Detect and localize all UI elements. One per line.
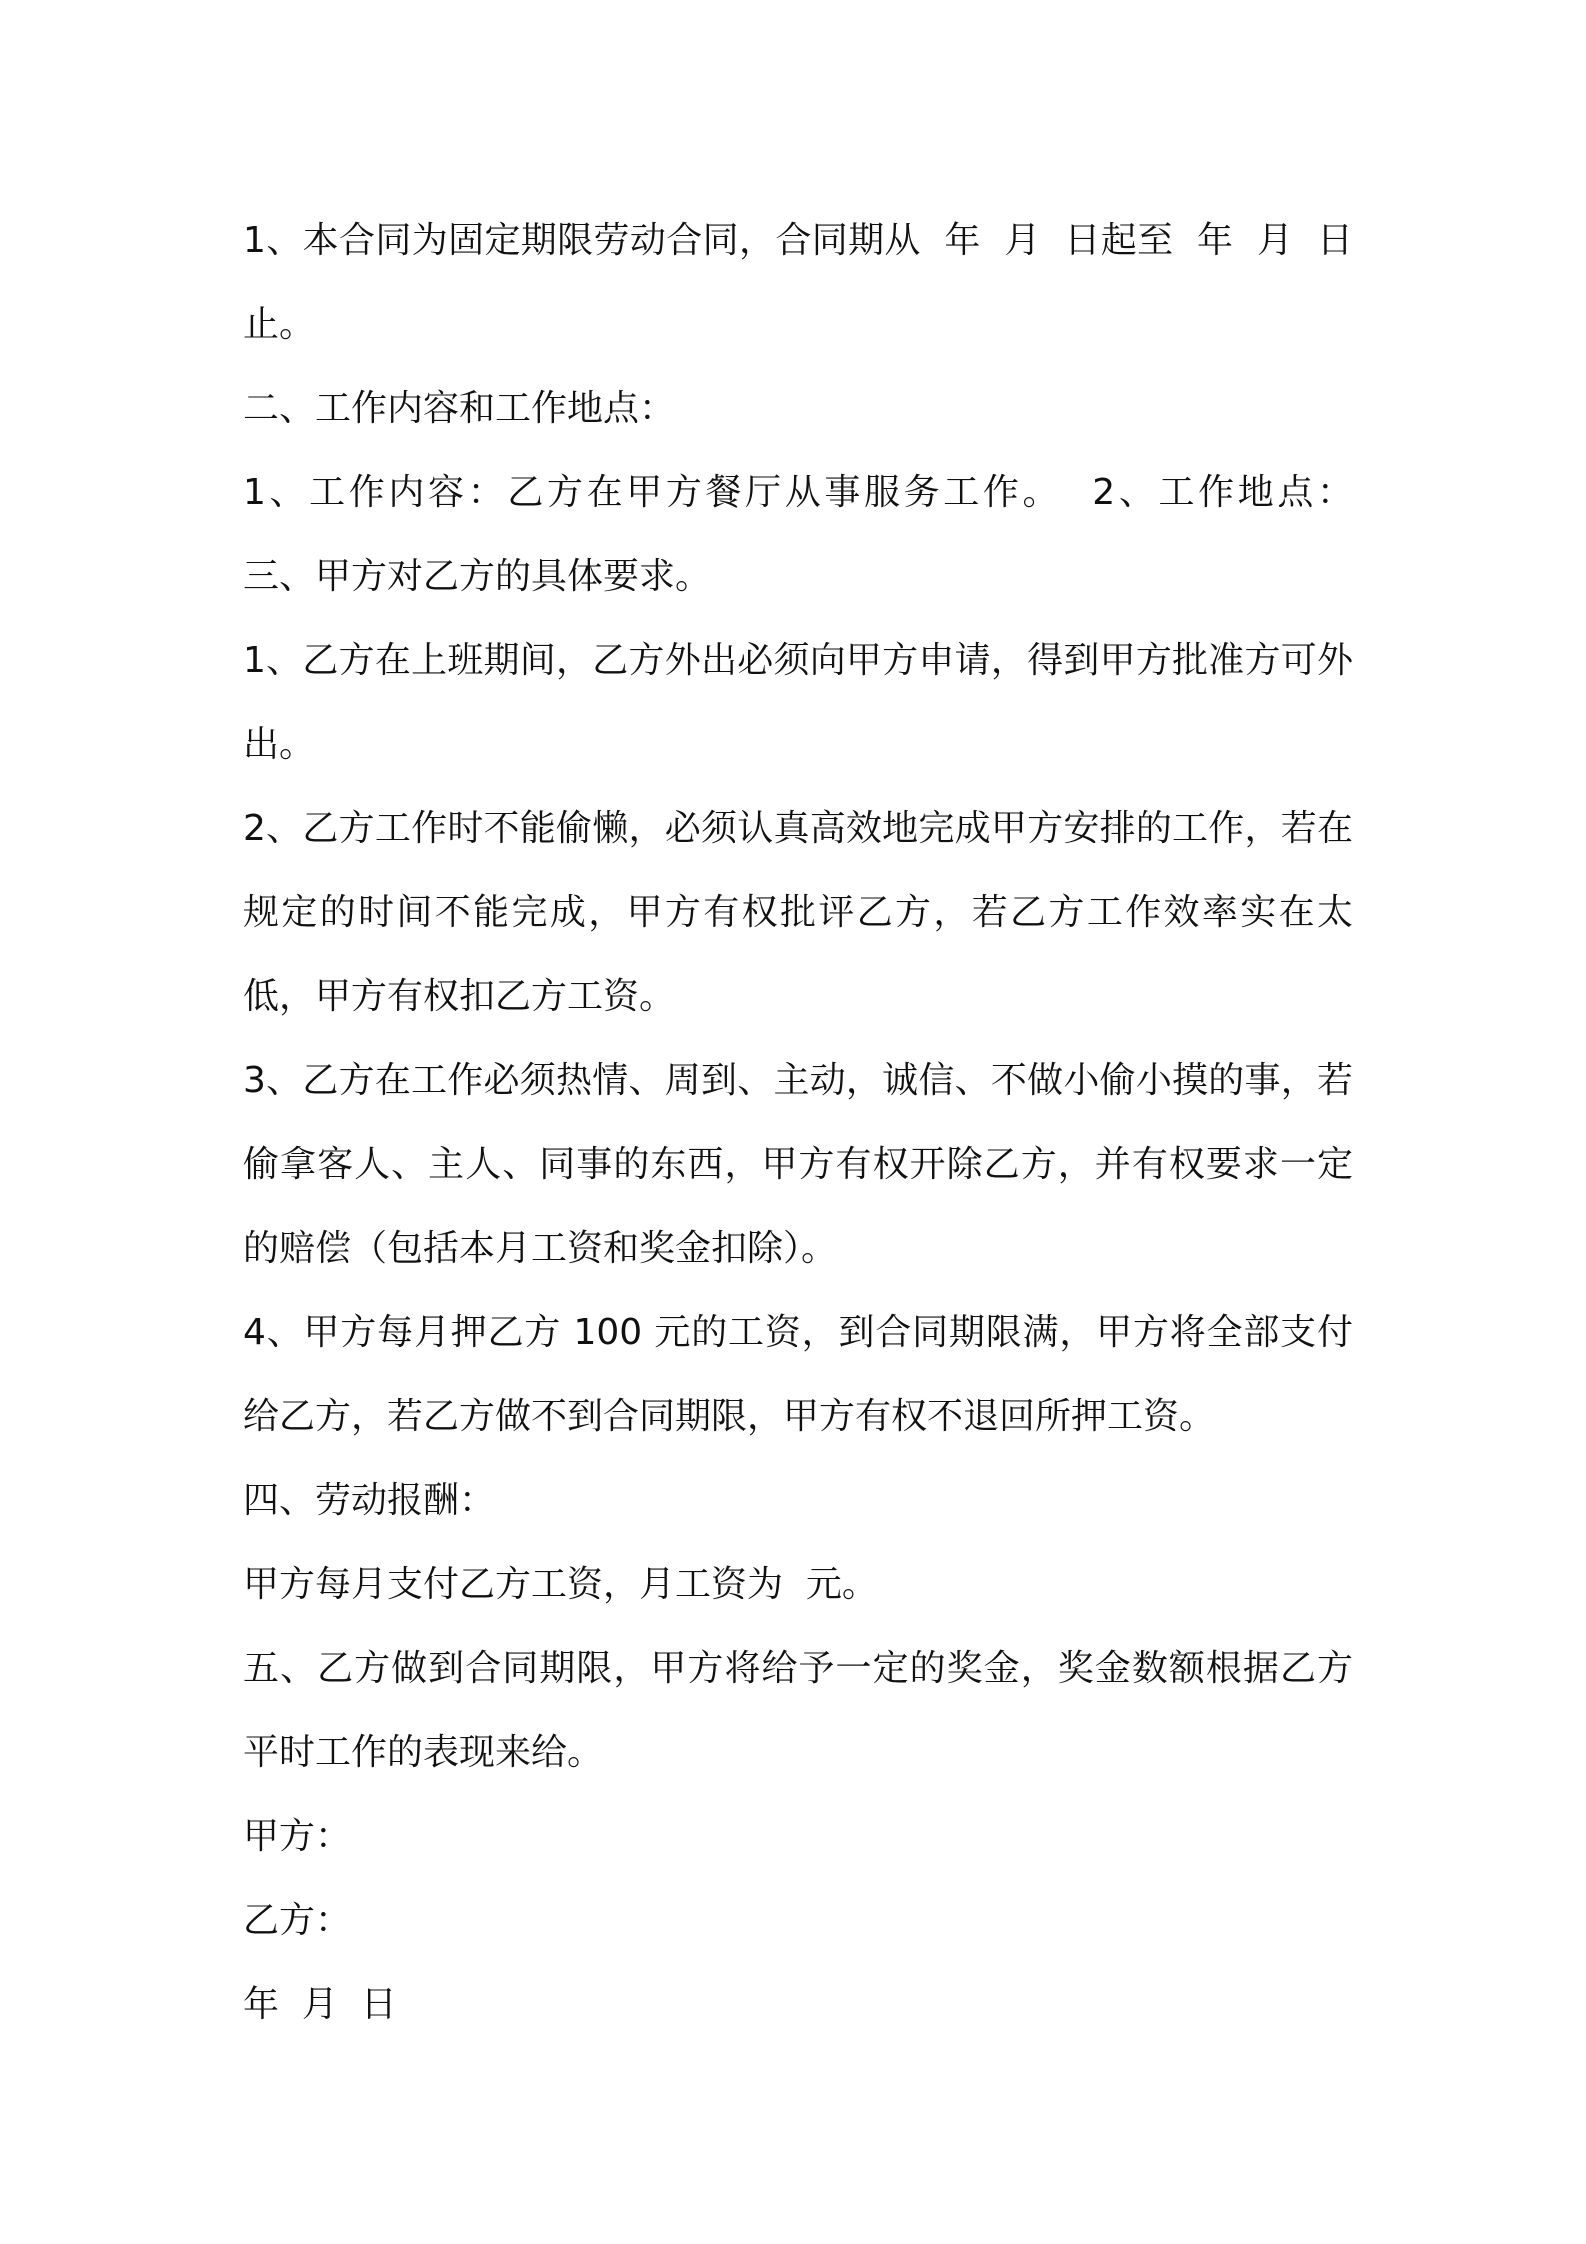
bonus-clause: 五、乙方做到合同期限，甲方将给予一定的奖金，奖金数额根据乙方平时工作的表现来给。 <box>243 1648 1353 1773</box>
section-heading-pay: 四、劳动报酬： <box>243 1480 496 1521</box>
requirement-3: 3、乙方在工作必须热情、周到、主动，诚信、不做小偷小摸的事，若偷拿客人、主人、同事的东西，甲方有权开除乙方，并有权要求一定的赔偿（包括本月工资和奖金扣除）。 <box>243 1060 1353 1269</box>
requirement-1: 1、乙方在上班期间，乙方外出必须向甲方申请，得到甲方批准方可外出。 <box>243 640 1353 765</box>
contract-body <box>243 199 1388 2047</box>
requirement-4: 4、甲方每月押乙方 100 元的工资，到合同期限满，甲方将全部支付给乙方，若乙方做不到合同期限，甲方有权不退回所押工资。 <box>243 1312 1353 1437</box>
party-b-signature: 乙方： <box>243 1900 352 1941</box>
work-content-clause: 1、工作内容：乙方在甲方餐厅从事服务工作。 2、工作地点： 三、甲方对乙方的具体要求。 <box>243 472 1388 597</box>
requirement-2: 2、乙方工作时不能偷懒，必须认真高效地完成甲方安排的工作，若在规定的时间不能完成，甲方有权批评乙方，若乙方工作效率实在太低，甲方有权扣乙方工资。 <box>243 808 1353 1017</box>
term-clause: 1、本合同为固定期限劳动合同，合同期从 年 月 日起至 年 月 日止。 <box>243 220 1353 345</box>
section-heading-work: 二、工作内容和工作地点： <box>243 388 676 429</box>
signing-date: 年 月 日 <box>243 1984 397 2025</box>
salary-clause: 甲方每月支付乙方工资，月工资为 元。 <box>243 1564 878 1605</box>
party-a-signature: 甲方： <box>243 1816 352 1857</box>
